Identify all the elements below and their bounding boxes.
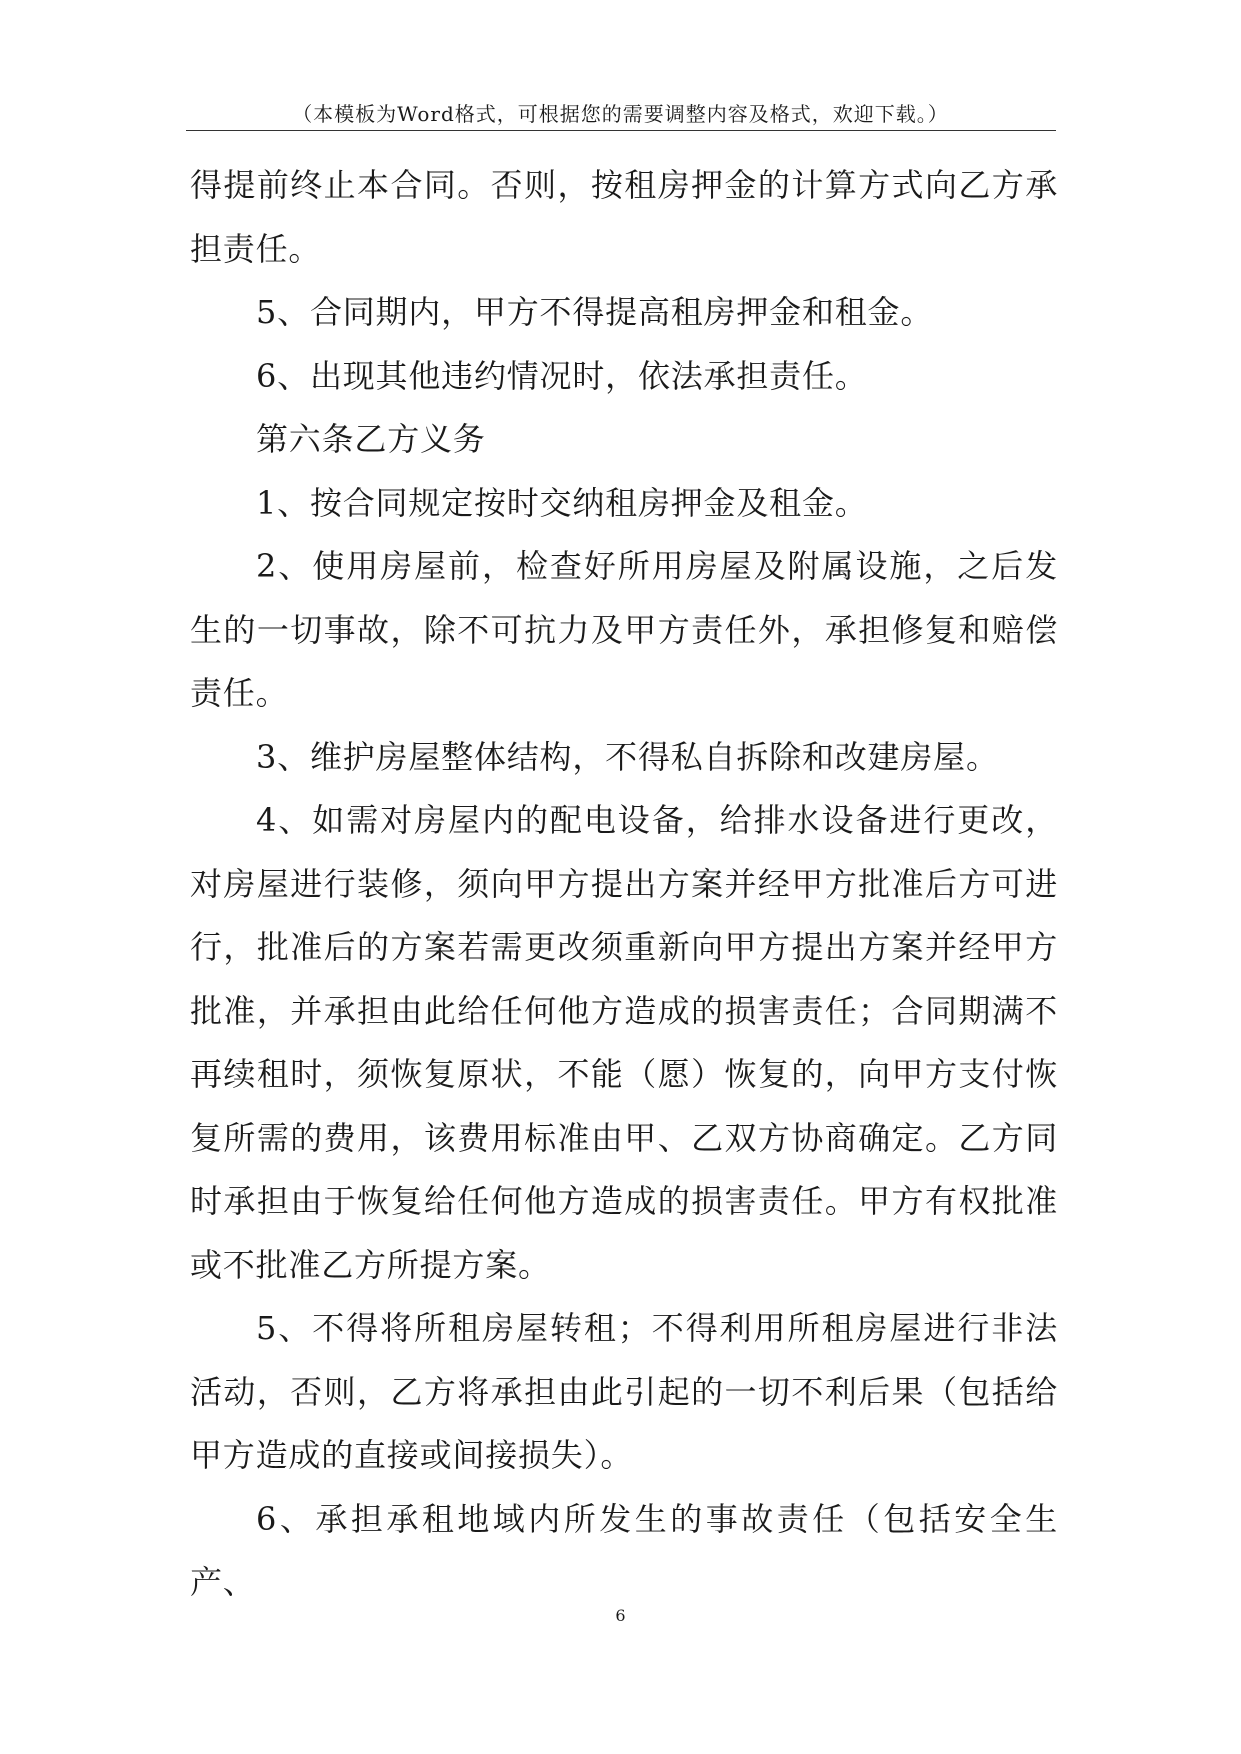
paragraph: 5、合同期内，甲方不得提高租房押金和租金。 [256, 293, 934, 331]
document-body [190, 154, 1058, 1615]
paragraph: 1、按合同规定按时交纳租房押金及租金。 [256, 483, 868, 522]
paragraph: 5、不得将所租房屋转租；不得利用所租房屋进行非法活动，否则，乙方将承担由此引起的一切不利后果（包括给甲方造成的直接或间接损失）。 [190, 1309, 1058, 1474]
paragraph: 6、承担承租地域内所发生的事故责任（包括安全生产、 [190, 1499, 1058, 1601]
paragraph: 4、如需对房屋内的配电设备，给排水设备进行更改，对房屋进行装修，须向甲方提出方案并经甲方批准后方可进行，批准后的方案若需更改须重新向甲方提出方案并经甲方批准，并承担由此给任何他方造成的损害责任；合同期满不再续租时，须恢复原状，不能（愿）恢复的，向甲方支付恢复所需的费用，该费用标准由甲、乙双方协商确定。乙方同时承担由于恢复给任何他方造成的损害责任。甲方有权批准或不批准乙方所提方案。 [190, 801, 1058, 1284]
header-divider [186, 130, 1056, 131]
paragraph: 6、出现其他违约情况时，依法承担责任。 [256, 356, 868, 395]
header-note: （本模板为Word格式，可根据您的需要调整内容及格式，欢迎下载。） [292, 102, 949, 126]
section-heading: 第六条乙方义务 [256, 420, 486, 458]
paragraph: 2、使用房屋前，检查好所用房屋及附属设施，之后发生的一切事故，除不可抗力及甲方责任外，承担修复和赔偿责任。 [190, 547, 1058, 712]
page-number: 6 [615, 1606, 626, 1625]
paragraph: 得提前终止本合同。否则，按租房押金的计算方式向乙方承担责任。 [190, 166, 1058, 268]
paragraph: 3、维护房屋整体结构，不得私自拆除和改建房屋。 [256, 737, 999, 776]
